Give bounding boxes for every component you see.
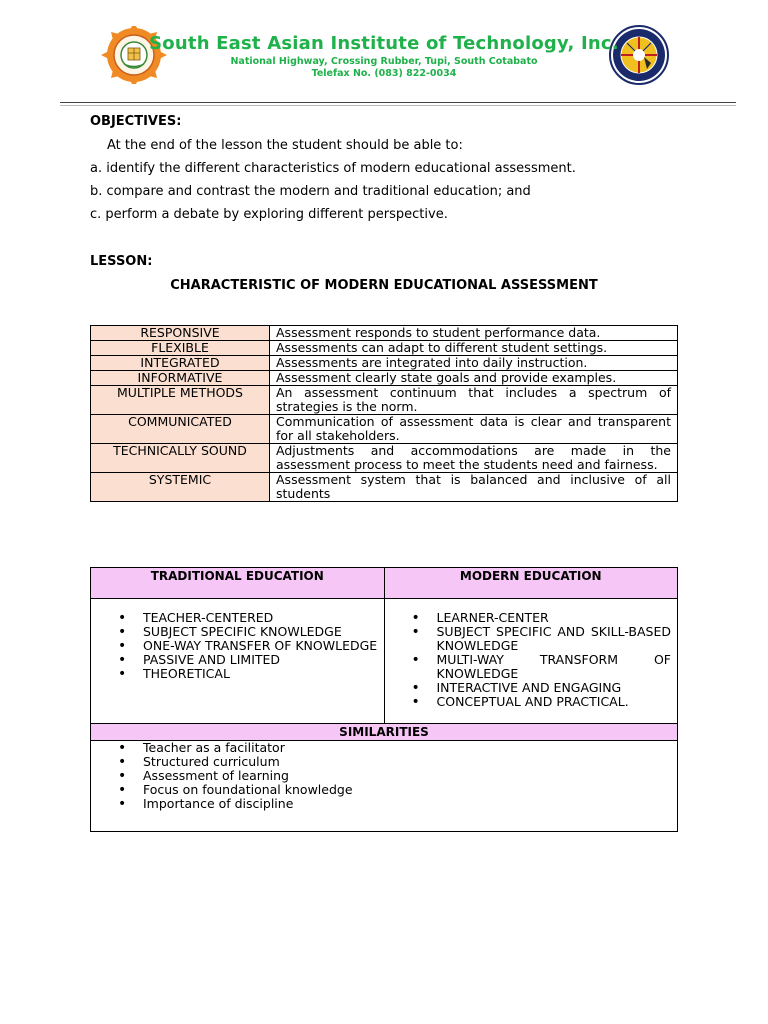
objective-item: b. compare and contrast the modern and traditional education; and <box>90 184 531 199</box>
characteristic-term: INFORMATIVE <box>91 371 270 386</box>
characteristic-term: SYSTEMIC <box>91 473 270 502</box>
table-row <box>91 326 678 341</box>
list-item: • MULTI-WAY TRANSFORM OF KNOWLEDGE <box>437 653 672 681</box>
list-item: • SUBJECT SPECIFIC AND SKILL-BASED KNOWLEDGE <box>437 625 672 653</box>
characteristics-table <box>90 325 678 502</box>
characteristic-desc: An assessment continuum that includes a spectrum of strategies is the norm. <box>270 386 678 415</box>
list-item: • INTERACTIVE AND ENGAGING <box>437 681 672 695</box>
characteristic-term: INTEGRATED <box>91 356 270 371</box>
list-item: • THEORETICAL <box>143 667 378 681</box>
table-row <box>91 341 678 356</box>
similarities-header-row <box>91 724 678 741</box>
traditional-cell <box>91 599 385 724</box>
list-item: • ONE-WAY TRANSFER OF KNOWLEDGE <box>143 639 378 653</box>
list-item: • TEACHER-CENTERED <box>143 611 378 625</box>
similarities-heading: SIMILARITIES <box>91 724 678 741</box>
similarities-cell <box>91 741 678 832</box>
list-item: • Assessment of learning <box>143 769 671 783</box>
institution-address <box>0 56 768 80</box>
characteristic-term: RESPONSIVE <box>91 326 270 341</box>
similarities-list-row <box>91 741 678 832</box>
objective-item: a. identify the different characteristics of modern educational assessment. <box>90 161 576 176</box>
characteristic-term: COMMUNICATED <box>91 415 270 444</box>
modern-heading: MODERN EDUCATION <box>384 568 678 599</box>
comparison-list-row <box>91 599 678 724</box>
comparison-table <box>90 567 678 832</box>
comparison-header-row <box>91 568 678 599</box>
characteristic-desc: Communication of assessment data is clear and transparent for all stakeholders. <box>270 415 678 444</box>
characteristic-desc: Assessment clearly state goals and provide examples. <box>270 371 678 386</box>
similarities-list <box>97 741 671 811</box>
table-row <box>91 371 678 386</box>
list-item: • SUBJECT SPECIFIC KNOWLEDGE <box>143 625 378 639</box>
table-row <box>91 473 678 502</box>
list-item: • Teacher as a facilitator <box>143 741 671 755</box>
table-row <box>91 386 678 415</box>
telefax-line: Telefax No. (083) 822-0034 <box>311 68 457 79</box>
lesson-heading: LESSON: <box>90 254 153 269</box>
header-divider <box>60 102 736 103</box>
characteristic-desc: Adjustments and accommodations are made in the assessment process to meet the students need and fairness. <box>270 444 678 473</box>
modern-list <box>391 611 672 709</box>
objectives-intro: At the end of the lesson the student should be able to: <box>107 138 463 153</box>
table-row <box>91 444 678 473</box>
characteristic-desc: Assessment system that is balanced and inclusive of all students <box>270 473 678 502</box>
characteristic-term: MULTIPLE METHODS <box>91 386 270 415</box>
traditional-list <box>97 611 378 681</box>
modern-cell <box>384 599 678 724</box>
table-row <box>91 356 678 371</box>
list-item: • Structured curriculum <box>143 755 671 769</box>
address-line: National Highway, Crossing Rubber, Tupi, South Cotabato <box>230 56 538 67</box>
characteristic-desc: Assessments are integrated into daily instruction. <box>270 356 678 371</box>
lesson-title: CHARACTERISTIC OF MODERN EDUCATIONAL ASSESSMENT <box>170 278 598 293</box>
list-item: • LEARNER-CENTER <box>437 611 672 625</box>
objectives-heading: OBJECTIVES: <box>90 114 182 129</box>
header-divider-shadow <box>60 105 736 106</box>
characteristic-term: TECHNICALLY SOUND <box>91 444 270 473</box>
objective-item: c. perform a debate by exploring different perspective. <box>90 207 448 222</box>
list-item: • Focus on foundational knowledge <box>143 783 671 797</box>
table-row <box>91 415 678 444</box>
characteristic-desc: Assessment responds to student performance data. <box>270 326 678 341</box>
traditional-heading: TRADITIONAL EDUCATION <box>91 568 385 599</box>
characteristic-desc: Assessments can adapt to different student settings. <box>270 341 678 356</box>
list-item: • CONCEPTUAL AND PRACTICAL. <box>437 695 672 709</box>
institution-name: South East Asian Institute of Technology, Inc. <box>149 33 619 54</box>
list-item: • Importance of discipline <box>143 797 671 811</box>
characteristic-term: FLEXIBLE <box>91 341 270 356</box>
list-item: • PASSIVE AND LIMITED <box>143 653 378 667</box>
